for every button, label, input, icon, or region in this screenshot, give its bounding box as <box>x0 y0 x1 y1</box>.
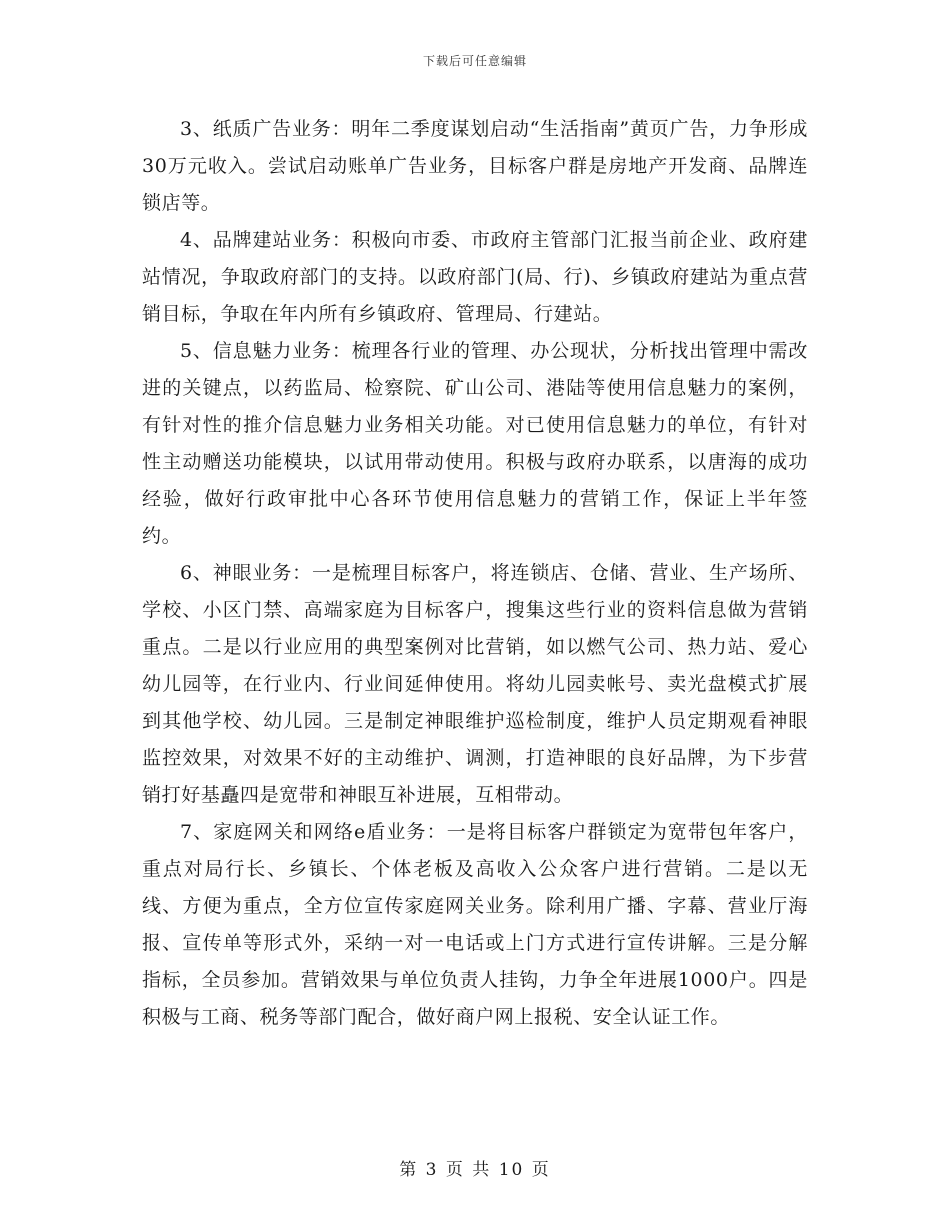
document-body <box>142 111 808 1036</box>
paragraph-home-gateway: 7、家庭网关和网络e盾业务：一是将目标客户群锁定为宽带包年客户，重点对局行长、乡镇长、个体老板及高收入公众客户进行营销。二是以无线、方便为重点，全方位宣传家庭网关业务。除利用广播、字幕、营业厅海报、宣传单等形式外，采纳一对一电话或上门方式进行宣传讲解。三是分解指标，全员参加。营销效果与单位负责人挂钩，力争全年进展1000户。四是积极与工商、税务等部门配合，做好商户网上报税、安全认证工作。 <box>142 821 808 1028</box>
page-number: 第 3 页 共 10 页 <box>399 1160 551 1180</box>
paragraph-brand-website: 4、品牌建站业务：积极向市委、市政府主管部门汇报当前企业、政府建站情况，争取政府部门的支持。以政府部门(局、行)、乡镇政府建站为重点营销目标，争取在年内所有乡镇政府、管理局、行建站。 <box>142 229 808 325</box>
paragraph-paper-advertising: 3、纸质广告业务：明年二季度谋划启动“生活指南”黄页广告，力争形成30万元收入。尝试启动账单广告业务，目标客户群是房地产开发商、品牌连锁店等。 <box>142 118 808 214</box>
paragraph-shenyan: 6、神眼业务：一是梳理目标客户，将连锁店、仓储、营业、生产场所、学校、小区门禁、高端家庭为目标客户，搜集这些行业的资料信息做为营销重点。二是以行业应用的典型案例对比营销，如以燃气公司、热力站、爱心幼儿园等，在行业内、行业间延伸使用。将幼儿园卖帐号、卖光盘模式扩展到其他学校、幼儿园。三是制定神眼维护巡检制度，维护人员定期观看神眼监控效果，对效果不好的主动维护、调测，打造神眼的良好品牌，为下步营销打好基矗四是宽带和神眼互补进展，互相带动。 <box>142 562 808 806</box>
paragraph-info-charm: 5、信息魅力业务：梳理各行业的管理、办公现状，分析找出管理中需改进的关键点，以药监局、检察院、矿山公司、港陆等使用信息魅力的案例，有针对性的推介信息魅力业务相关功能。对已使用信息魅力的单位，有针对性主动赠送功能模块，以试用带动使用。积极与政府办联系，以唐海的成功经验，做好行政审批中心各环节使用信息魅力的营销工作，保证上半年签约。 <box>142 340 808 547</box>
page-header-note: 下载后可任意编辑 <box>422 54 527 68</box>
